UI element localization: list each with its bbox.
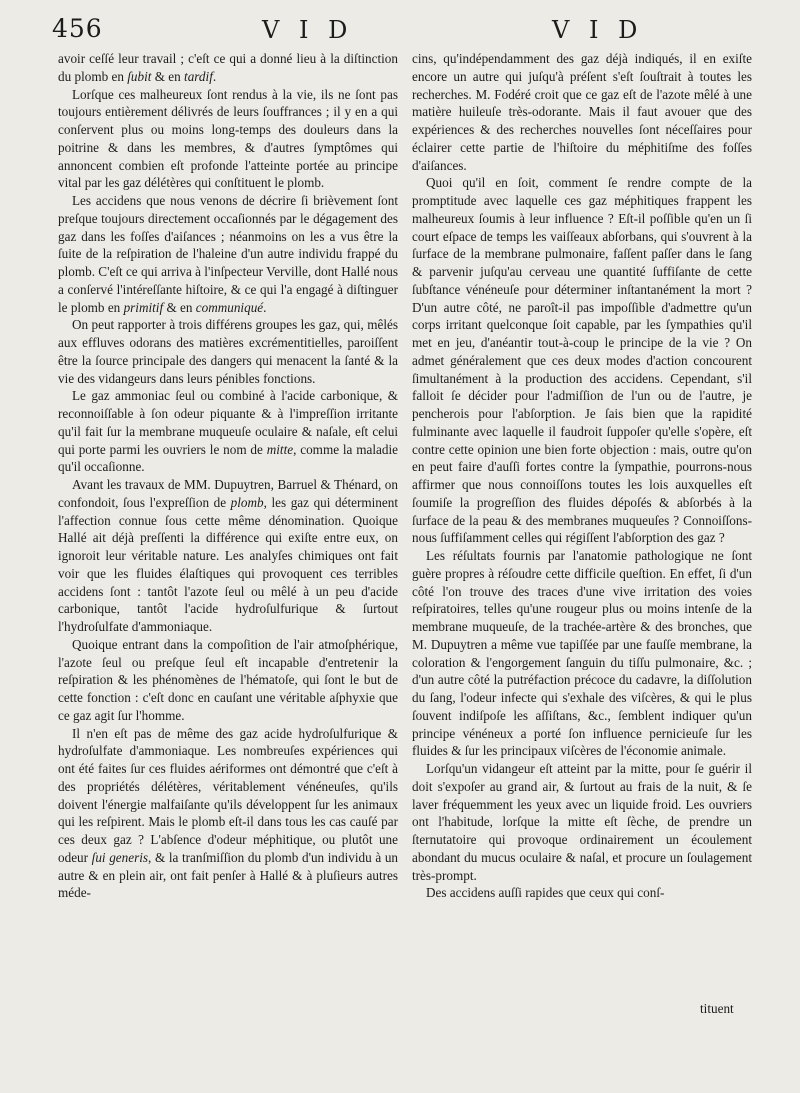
paragraph-text: . xyxy=(263,299,267,315)
paragraph-text: Lorſqu'un vidangeur eſt atteint par la mitte, pour ſe guérir il doit s'expoſer au grand air, & ſurtout au frais de la nuit, & ſe laver fréquemment les yeux avec un liquide froid. Les ouvriers ont l'habitude, lorſque la mitte eſt ſèche, de prendre un ſternutatoire qui provoque ordinairement un écoulement abondant du mucus oculaire & naſal, et procure un ſoulagement très-prompt. xyxy=(412,761,752,883)
paragraph-text: & en xyxy=(163,299,196,315)
paragraph xyxy=(58,86,398,193)
italic-term: primitif xyxy=(123,299,164,315)
paragraph-text: , & la tranſmiſſion du plomb d'un individu à un autre & en plein air, ont fait penſer à Hallé & à pluſieurs autres méde- xyxy=(58,849,398,901)
italic-term: mitte xyxy=(266,441,294,457)
page-number: 456 xyxy=(52,14,103,43)
paragraph xyxy=(412,760,752,884)
italic-term: ſubit xyxy=(127,68,152,84)
paragraph xyxy=(58,725,398,903)
italic-term: plomb xyxy=(230,494,264,510)
paragraph xyxy=(58,387,398,476)
paragraph-text: Quoi qu'il en ſoit, comment ſe rendre compte de la promptitude avec laquelle ces gaz méphitiques frappent les malheureux ſoumis à leur influence ? Eſt-il poſſible qu'en un ſi court eſpace de temps les vaiſſeaux abſorbans, qui s'ouvrent à la ſurface de la membrane pulmonaire, faſſent paſſer dans le ſang & parvenir juſqu'au cerveau une quantité ſuffiſante de cette ſubſtance vénéneuſe pour déterminer inſtantanément la mort ? D'un autre côté, ne paroît-il pas impoſſible d'admettre qu'un corps irritant quelconque ſoit capable, par les ſympathies qu'il met en jeu, d'anéantir tout-à-coup le principe de la vie ? On admet généralement que ces deux modes d'action concourent ſimultanément à la production des accidens. Cependant, s'il falloit ſe décider pour l'admiſſion de l'un ou de l'autre, je pencherois pour l'abſorption. Je ſais bien que la rapidité fulminante avec laquelle il faudroit ſuppoſer qu'elle s'opère, eſt contre cette opinion une bien forte objection : mais, outre qu'on en peut faire d'auſſi fortes contre la ſympathie, pourrons-nous affirmer que nous connoiſſons toutes les lois auxquelles eſt ſoumiſe la progreſſion des fluides dépoſés & abſorbés à la ſurface de la peau & des membranes muqueuſes ? Connoiſſons-nous ſuffiſamment celles qui régiſſent l'abſorption des gaz ? xyxy=(412,175,752,546)
paragraph xyxy=(412,547,752,760)
paragraph-text: Des accidens auſſi rapides que ceux qui conſ- xyxy=(426,885,665,901)
running-head-left: V I D xyxy=(262,16,354,44)
paragraph xyxy=(58,476,398,636)
paragraph-text: , comme la maladie qu'il occaſionne. xyxy=(58,441,398,475)
paragraph-text: Les accidens que nous venons de décrire ſi brièvement ſont preſque toujours directement occaſionnés par le dégagement des gaz dans les foſſes d'aiſances ; néanmoins on les a vus être la ſuite de la reſpiration de l'haleine d'un autre individu frappé du plomb. C'eſt ce qui arriva à l'inſpecteur Verville, dont Hallé nous a conſervé l'intéreſſante hiſtoire, & ce qui l'a engagé à diſtinguer le plomb en xyxy=(58,193,398,315)
paragraph-text: Avant les travaux de MM. Dupuytren, Barruel & Thénard, on confondoit, ſous l'expreſſion de xyxy=(58,477,398,510)
paragraph xyxy=(412,50,752,174)
paragraph xyxy=(412,884,752,902)
left-text-column xyxy=(58,50,398,1050)
italic-term: ſui generis xyxy=(91,849,149,865)
paragraph-text: Quoique entrant dans la compoſition de l'air atmoſphérique, l'azote ſeul ou preſque ſeul eſt incapable d'entretenir la reſpiration & les phénomènes de l'hématoſe, qui ſont le but de cette fonction : c'eſt donc en cauſant une véritable aſphyxie que ce gaz agit ſur l'homme. xyxy=(58,636,398,723)
paragraph xyxy=(58,50,398,86)
paragraph xyxy=(412,174,752,547)
italic-term: tardif xyxy=(184,68,213,84)
paragraph-text: Il n'en eſt pas de même des gaz acide hydroſulfurique & hydroſulfate d'ammoniaque. Les nombreuſes expériences qui ont été faites ſur ces fluides aériformes ont démontré que c'eſt à des propriétés délétères, véritablement vénéneuſes, qu'ils doivent l'énergie malfaiſante qu'ils développent ſur les animaux qui les reſpirent. Mais le plomb eſt-il dans tous les cas cauſé par ces deux gaz ? L'abſence d'odeur méphitique, ou plutôt une odeur xyxy=(58,725,398,865)
paragraph-text: cins, qu'indépendamment des gaz déjà indiqués, il en exiſte encore un autre qui juſqu'à préſent s'eſt ſouſtrait à toutes les recherches. M. Fodéré croit que ce gaz eſt de l'azote mêlé à une matière huileuſe très-odorante. Mais il faut avouer que des expériences & des recherches nouvelles ſont néceſſaires pour éclairer cette partie de l'hiſtoire du méphitiſme des foſſes d'aiſances. xyxy=(412,51,752,173)
paragraph xyxy=(58,316,398,387)
paragraph-text: , les gaz qui déterminent l'affection connue ſous cette même dénomination. Quoique Hallé ait déjà preſſenti la différence qui exiſte entre eux, on ignoroit leur véritable nature. Les analyſes chimiques ont fait voir que les fluides élaſtiques qui provoquent ces terribles accidens ſont : tantôt l'azote ſeul ou mêlé à un peu d'acide carbonique, tantôt l'acide hydroſulfurique & ſurtout l'hydroſulfate d'ammoniaque. xyxy=(58,494,398,634)
paragraph-text: avoir ceſſé leur travail ; c'eſt ce qui a donné lieu à la diſtinction du plomb en xyxy=(58,51,398,84)
paragraph-text: Le gaz ammoniac ſeul ou combiné à l'acide carbonique, & reconnoiſſable à ſon odeur piquante & à l'impreſſion irritante qu'il fait ſur la membrane muqueuſe oculaire & naſale, eſt celui qui porte parmi les ouvriers le nom de xyxy=(58,388,398,457)
catchword: tituent xyxy=(700,1001,734,1016)
paragraph-text: Les réſultats fournis par l'anatomie pathologique ne ſont guère propres à réſoudre cette difficile queſtion. En effet, ſi d'un côté l'on trouve des traces d'une vive irritation des voies reſpiratoires, telles qu'une rougeur plus ou moins intenſe de la membrane muqueuſe, de la trachée-artère & des bronches, que M. Dupuytren a même vue tapiſſée par une fauſſe membrane, la coloration & l'engorgement ſanguin du tiſſu pulmonaire, &c. ; d'un autre côté la putréfaction précoce du cadavre, la diſſolution du ſang, l'odeur infecte qui s'exhale des viſcères, & qui le plus ſouvent indiſpoſe les aſſiſtans, &c., ſemblent indiquer qu'un principe vénéneux a porté ſon influence pernicieuſe ſur les fluides & ſur les principaux viſcères de l'économie animale. xyxy=(412,548,752,759)
paragraph-text: On peut rapporter à trois différens groupes les gaz, qui, mêlés aux effluves odorans des matières excrémentitielles, paroiſſent être la ſource principale des dangers qui menacent la ſanté & la vie des vidangeurs dans leurs pénibles fonctions. xyxy=(58,317,398,386)
italic-term: communiqué xyxy=(195,299,264,315)
right-text-column xyxy=(412,50,752,1050)
paragraph xyxy=(58,192,398,316)
paragraph xyxy=(58,636,398,725)
paragraph-text: & en xyxy=(151,68,185,84)
paragraph-text: . xyxy=(212,68,217,84)
running-header xyxy=(52,14,760,54)
paragraph-text: Lorſque ces malheureux ſont rendus à la vie, ils ne ſont pas toujours entièrement délivrés de leurs ſouffrances ; il y en a qui conſervent plus ou moins long-temps des douleurs dans la poitrine & dans les membres, & d'autres ſymptômes qui annoncent combien eſt profonde l'atteinte portée au principe vital par les gaz délétères qui conſtituent le plomb. xyxy=(58,86,398,191)
running-head-right: V I D xyxy=(552,16,644,44)
